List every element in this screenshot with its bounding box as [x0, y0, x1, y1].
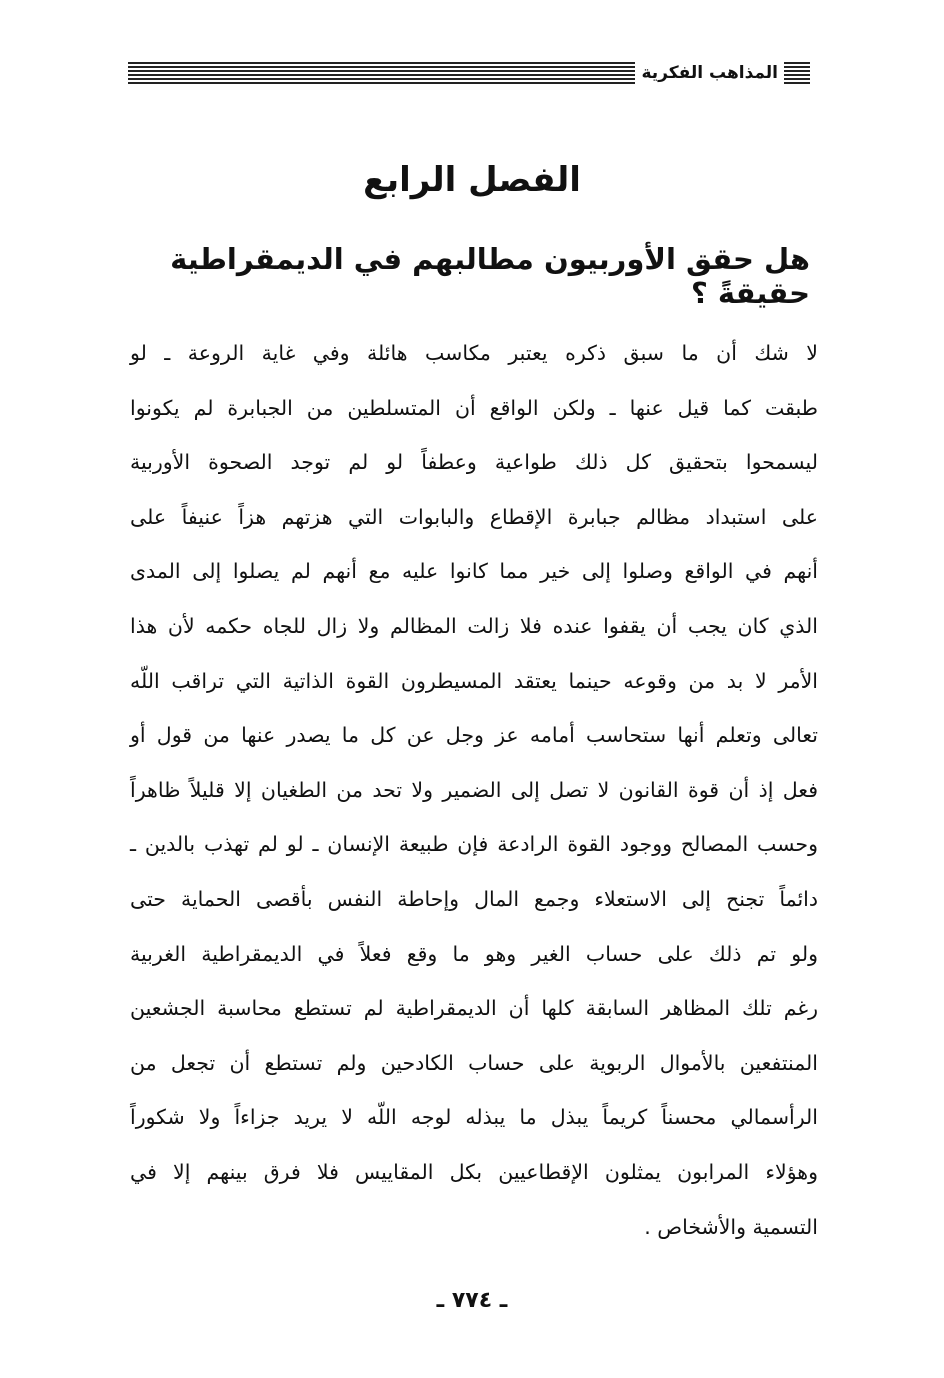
page-number: ـ ٧٧٤ ـ: [436, 1288, 508, 1313]
chapter-title: الفصل الرابع: [363, 160, 581, 200]
body-paragraph: [130, 326, 818, 1254]
body-line: الأمر لا بد من وقوعه حينما يعتقد المسيطرون القوة الذاتية التي تراقب اللّه: [130, 668, 818, 693]
body-line: وهؤلاء المرابون يمثلون الإقطاعيين بكل المقاييس فلا فرق بينهم إلا في: [130, 1159, 818, 1184]
header-rule-lines: [128, 62, 635, 84]
body-line: طبقت كما قيل عنها ـ ولكن الواقع أن المتسلطين من الجبابرة لم يكونوا: [130, 395, 818, 420]
body-line: ولو تم ذلك على حساب الغير وهو ما وقع فعلاً في الديمقراطية الغربية: [130, 941, 818, 966]
body-line: رغم تلك المظاهر السابقة كلها أن الديمقراطية لم تستطع محاسبة الجشعين: [130, 996, 818, 1021]
running-header: [128, 58, 810, 88]
body-line: على استبداد مظالم جبابرة الإقطاع والبابوات التي هزتهم هزاً عنيفاً على: [130, 504, 818, 529]
section-heading: هل حقق الأوربيون مطالبهم في الديمقراطية حقيقةً ؟: [170, 242, 810, 310]
body-line: لا شك أن ما سبق ذكره يعتبر مكاسب هائلة وفي غاية الروعة ـ لو: [130, 341, 818, 365]
body-line: وحسب المصالح ووجود القوة الرادعة فإن طبيعة الإنسان ـ لو لم تهذب بالدين ـ: [130, 832, 818, 857]
body-line: المنتفعين بالأموال الربوية على حساب الكادحين ولم تستطع أن تجعل من: [130, 1050, 818, 1075]
header-ornament-icon: [784, 62, 810, 84]
header-title: المذاهب الفكرية: [641, 63, 778, 83]
body-line: التسمية والأشخاص .: [644, 1214, 818, 1239]
body-line: تعالى وتعلم أنها ستحاسب أمامه عز وجل عن كل ما يصدر عنها من قول أو: [130, 723, 818, 748]
body-line: دائماً تجنح إلى الاستعلاء وجمع المال وإحاطة النفس بأقصى الحماية حتى: [130, 886, 818, 911]
body-line: الرأسمالي محسناً كريماً يبذل ما يبذله لوجه اللّه لا يريد جزاءاً ولا شكوراً: [130, 1105, 818, 1130]
body-line: الذي كان يجب أن يقفوا عنده فلا زالت المظالم ولا زال للجاه حكمه لأن هذا: [130, 613, 818, 638]
body-line: ليسمحوا بتحقيق كل ذلك طواعية وعطفاً لو لم توجد الصحوة الأوربية: [130, 450, 818, 475]
body-line: فعل إذ أن قوة القانون لا تصل إلى الضمير ولا تحد من الطغيان إلا قليلاً ظاهراً: [130, 777, 818, 802]
body-line: أنهم في الواقع وصلوا إلى خير مما كانوا عليه مع أنهم لم يصلوا إلى المدى: [130, 559, 818, 584]
